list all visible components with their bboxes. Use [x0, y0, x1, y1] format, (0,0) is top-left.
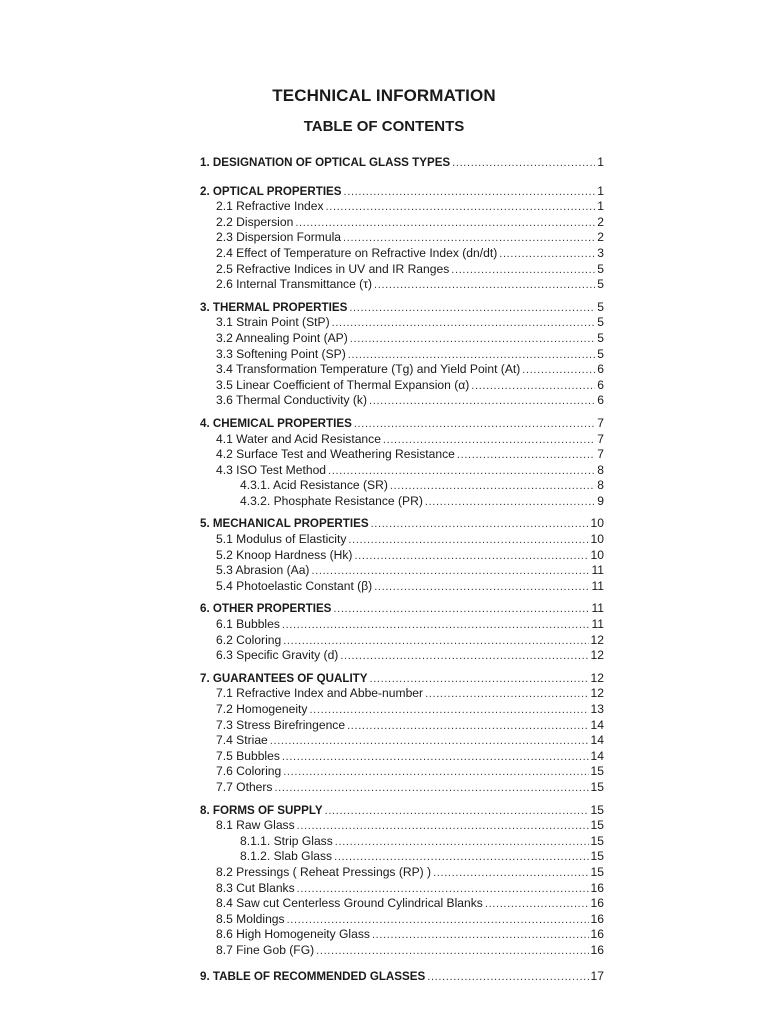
toc-page-number: 11	[591, 563, 604, 578]
toc-page-number: 15	[590, 864, 604, 879]
toc-page-number: 6	[597, 362, 604, 377]
dot-leader	[349, 301, 595, 316]
toc-entry-title: 2.3 Dispersion Formula	[216, 230, 342, 245]
toc-entry-title: 3.4 Transformation Temperature (Tg) and Yield Point (At)	[216, 362, 521, 377]
toc-entry-title: 7.3 Stress Birefringence	[216, 717, 346, 732]
toc-entry	[200, 277, 604, 293]
toc-page-number: 15	[590, 764, 604, 779]
toc-entry-title: 6.3 Specific Gravity (d)	[216, 648, 339, 663]
toc-entry-title: 3.3 Softening Point (SP)	[216, 346, 346, 361]
toc-entry-title: 8.1.1. Strip Glass	[240, 833, 333, 848]
toc-entry	[200, 246, 604, 262]
toc-page-number: 13	[590, 702, 604, 716]
toc-section-heading	[200, 155, 604, 171]
dot-leader	[343, 231, 595, 246]
dot-leader	[425, 495, 595, 510]
dot-leader	[451, 263, 595, 278]
toc-entry-title: 7. GUARANTEES OF QUALITY	[200, 671, 368, 685]
toc-entry	[200, 943, 604, 959]
toc-page-number: 1	[597, 199, 604, 214]
toc-entry-title: 4. CHEMICAL PROPERTIES	[200, 416, 352, 430]
dot-leader	[333, 602, 589, 617]
dot-leader	[457, 448, 595, 463]
toc-section-heading	[200, 601, 604, 617]
toc-entry	[200, 315, 604, 331]
toc-page-number: 12	[590, 686, 604, 701]
toc-entry	[200, 548, 604, 564]
toc-entry	[200, 378, 604, 394]
toc-entry-title: 3.1 Strain Point (StP)	[216, 315, 330, 330]
dot-leader	[335, 835, 589, 850]
toc-entry	[200, 912, 604, 928]
toc-entry-title: 8.5 Moldings	[216, 911, 285, 926]
toc-entry-title: 7.7 Others	[216, 779, 273, 794]
toc-entry-title: 8. FORMS OF SUPPLY	[200, 803, 323, 817]
toc-section	[200, 969, 604, 985]
dot-leader	[372, 928, 589, 943]
toc-entry-title: 7.2 Homogeneity	[216, 702, 308, 716]
dot-leader	[332, 316, 596, 331]
dot-leader	[316, 944, 588, 959]
dot-leader	[369, 394, 595, 409]
toc-entry-title: 5.4 Photoelastic Constant (β)	[216, 578, 373, 593]
toc-section	[200, 300, 604, 409]
toc-page-number: 16	[590, 896, 604, 911]
toc-page-number: 5	[597, 299, 604, 314]
dot-leader	[283, 634, 588, 649]
toc-entry-title: 8.4 Saw cut Centerless Ground Cylindrical Blanks	[216, 896, 483, 911]
toc-entry-title: 7.6 Coloring	[216, 764, 282, 779]
dot-leader	[287, 913, 589, 928]
toc-entry-title: 2.4 Effect of Temperature on Refractive Index (dn/dt)	[216, 245, 498, 260]
toc-entry-title: 1. DESIGNATION OF OPTICAL GLASS TYPES	[200, 156, 451, 169]
toc-page-number: 5	[597, 315, 604, 330]
toc-page-number: 5	[597, 346, 604, 361]
dot-leader	[348, 348, 596, 363]
toc-heading: TABLE OF CONTENTS	[303, 118, 465, 135]
dot-leader	[383, 433, 595, 448]
toc-entry-title: 3.2 Annealing Point (AP)	[216, 330, 348, 345]
toc-page-number: 2	[597, 230, 604, 245]
toc-entry-title: 4.3.2. Phosphate Resistance (PR)	[240, 493, 423, 508]
toc-section-heading	[200, 416, 604, 432]
toc-entry	[200, 447, 604, 463]
toc-entry-title: 2.1 Refractive Index	[216, 199, 324, 214]
toc-entry-title: 9. TABLE OF RECOMMENDED GLASSES	[200, 969, 426, 983]
dot-leader	[274, 781, 588, 796]
toc-page-number: 8	[597, 462, 604, 477]
toc-page-number: 14	[590, 717, 604, 732]
toc-entry	[200, 865, 604, 881]
toc-entry	[200, 563, 604, 579]
toc-entry	[200, 764, 604, 780]
toc-section	[200, 671, 604, 796]
toc-entry	[200, 463, 604, 479]
toc-page-number: 17	[590, 968, 604, 983]
dot-leader	[297, 882, 589, 897]
toc-entry-title: 8.3 Cut Blanks	[216, 880, 295, 895]
toc-entry	[200, 648, 604, 664]
toc-page-number: 12	[590, 632, 604, 647]
toc-entry-title: 3.5 Linear Coefficient of Thermal Expansion (α)	[216, 377, 470, 392]
toc-entry	[200, 686, 604, 702]
toc-entry	[200, 432, 604, 448]
dot-leader	[371, 517, 589, 532]
toc-page-number: 16	[590, 927, 604, 942]
toc-section-heading	[200, 516, 604, 532]
toc-page-number: 15	[590, 849, 604, 864]
toc-entry	[200, 849, 604, 865]
dot-leader	[485, 897, 589, 912]
toc-page-number: 14	[590, 748, 604, 763]
toc-section	[200, 516, 604, 594]
toc-entry-title: 7.4 Striae	[216, 733, 268, 748]
toc-entry	[200, 478, 604, 494]
toc-page-number: 11	[591, 578, 604, 593]
dot-leader	[471, 379, 595, 394]
toc-page-number: 11	[591, 601, 604, 616]
toc-page-number: 6	[597, 393, 604, 408]
toc-entry-title: 7.1 Refractive Index and Abbe-number	[216, 686, 424, 701]
toc-entry	[200, 896, 604, 912]
toc-entry-title: 6. OTHER PROPERTIES	[200, 602, 332, 616]
toc-page-number: 7	[597, 431, 604, 446]
toc-page-number: 2	[597, 214, 604, 229]
toc-page-number: 5	[597, 261, 604, 276]
toc-page-number: 12	[590, 670, 604, 685]
dot-leader	[348, 533, 588, 548]
toc-entry-title: 3. THERMAL PROPERTIES	[200, 300, 348, 314]
toc-section	[200, 416, 604, 510]
toc-entry	[200, 633, 604, 649]
toc-page-number: 16	[590, 942, 604, 957]
dot-leader	[354, 549, 588, 564]
toc-page-number: 8	[597, 478, 604, 493]
dot-leader	[282, 750, 589, 765]
table-of-contents	[200, 148, 604, 984]
toc-entry-title: 3.6 Thermal Conductivity (k)	[216, 393, 368, 408]
toc-page-number: 1	[597, 183, 604, 198]
dot-leader	[340, 649, 588, 664]
toc-page-number: 5	[597, 330, 604, 345]
toc-entry	[200, 749, 604, 765]
dot-leader	[374, 580, 589, 595]
toc-entry	[200, 881, 604, 897]
dot-leader	[452, 156, 595, 171]
toc-section-heading	[200, 803, 604, 819]
dot-leader	[311, 564, 589, 579]
toc-page-number: 15	[590, 818, 604, 833]
toc-page-number: 9	[597, 493, 604, 508]
toc-entry-title: 8.2 Pressings ( Reheat Pressings (RP) )	[216, 864, 432, 879]
toc-entry	[200, 579, 604, 595]
toc-entry-title: 8.6 High Homogeneity Glass	[216, 927, 370, 942]
toc-page-number: 15	[590, 833, 604, 848]
dot-leader	[295, 216, 595, 231]
dot-leader	[499, 247, 595, 262]
toc-page-number: 15	[590, 779, 604, 794]
toc-entry-title: 2.5 Refractive Indices in UV and IR Ranges	[216, 261, 450, 276]
toc-entry	[200, 834, 604, 850]
toc-entry-title: 8.1 Raw Glass	[216, 818, 295, 833]
toc-entry-title: 5. MECHANICAL PROPERTIES	[200, 517, 369, 531]
toc-page-number: 7	[597, 415, 604, 430]
toc-page-number: 16	[590, 880, 604, 895]
toc-page-number: 10	[590, 516, 604, 531]
toc-section	[200, 803, 604, 959]
toc-entry	[200, 818, 604, 834]
toc-section-heading	[200, 184, 604, 200]
toc-section-heading	[200, 300, 604, 316]
page-title: TECHNICAL INFORMATION	[272, 86, 496, 105]
toc-page-number: 3	[597, 245, 604, 260]
toc-entry	[200, 331, 604, 347]
dot-leader	[325, 804, 589, 819]
toc-entry	[200, 718, 604, 734]
toc-entry-title: 4.3.1. Acid Resistance (SR)	[240, 478, 388, 493]
toc-entry	[200, 199, 604, 215]
toc-entry-title: 4.3 ISO Test Method	[216, 462, 327, 477]
toc-entry-title: 4.2 Surface Test and Weathering Resistance	[216, 447, 455, 462]
dot-leader	[390, 479, 595, 494]
dot-leader	[334, 850, 588, 865]
dot-leader	[425, 687, 588, 702]
toc-entry	[200, 733, 604, 749]
toc-entry-title: 2.6 Internal Transmittance (τ)	[216, 277, 373, 292]
toc-entry-title: 5.1 Modulus of Elasticity	[216, 532, 347, 547]
toc-entry	[200, 262, 604, 278]
dot-leader	[282, 618, 590, 633]
toc-entry-title: 6.2 Coloring	[216, 632, 282, 647]
dot-leader	[522, 363, 595, 378]
toc-section	[200, 184, 604, 293]
toc-section	[200, 601, 604, 663]
toc-page-number: 12	[590, 648, 604, 663]
toc-section-heading	[200, 671, 604, 687]
dot-leader	[374, 278, 595, 293]
toc-entry	[200, 362, 604, 378]
toc-entry	[200, 927, 604, 943]
dot-leader	[347, 719, 588, 734]
toc-page-number: 1	[597, 155, 604, 169]
dot-leader	[328, 464, 595, 479]
toc-entry-title: 5.2 Knoop Hardness (Hk)	[216, 547, 353, 562]
dot-leader	[309, 703, 588, 718]
dot-leader	[344, 185, 596, 200]
toc-page-number: 10	[590, 532, 604, 547]
toc-entry-title: 2. OPTICAL PROPERTIES	[200, 184, 342, 198]
toc-entry	[200, 494, 604, 510]
dot-leader	[297, 819, 589, 834]
dot-leader	[354, 417, 595, 432]
toc-entry-title: 8.7 Fine Gob (FG)	[216, 942, 315, 957]
toc-entry	[200, 393, 604, 409]
toc-entry	[200, 702, 604, 718]
dot-leader	[433, 866, 588, 881]
toc-entry-title: 6.1 Bubbles	[216, 617, 280, 632]
toc-page-number: 7	[597, 447, 604, 462]
dot-leader	[350, 332, 595, 347]
toc-page-number: 15	[590, 802, 604, 817]
toc-entry	[200, 215, 604, 231]
toc-section	[200, 155, 604, 171]
toc-section-heading	[200, 969, 604, 985]
toc-entry-title: 8.1.2. Slab Glass	[240, 849, 333, 864]
dot-leader	[427, 970, 588, 985]
toc-page-number: 16	[590, 911, 604, 926]
toc-entry-title: 7.5 Bubbles	[216, 748, 280, 763]
dot-leader	[283, 765, 588, 780]
toc-entry	[200, 780, 604, 796]
toc-entry	[200, 230, 604, 246]
dot-leader	[270, 734, 589, 749]
toc-entry-title: 4.1 Water and Acid Resistance	[216, 431, 381, 446]
toc-entry	[200, 347, 604, 363]
toc-page-number: 5	[597, 277, 604, 292]
toc-entry-title: 2.2 Dispersion	[216, 214, 294, 229]
toc-entry	[200, 617, 604, 633]
dot-leader	[326, 200, 596, 215]
toc-page-number: 10	[590, 547, 604, 562]
toc-page-number: 11	[591, 617, 604, 632]
toc-entry-title: 5.3 Abrasion (Aa)	[216, 563, 310, 578]
dot-leader	[369, 672, 588, 687]
toc-page-number: 14	[590, 733, 604, 748]
toc-page-number: 6	[597, 377, 604, 392]
toc-entry	[200, 532, 604, 548]
